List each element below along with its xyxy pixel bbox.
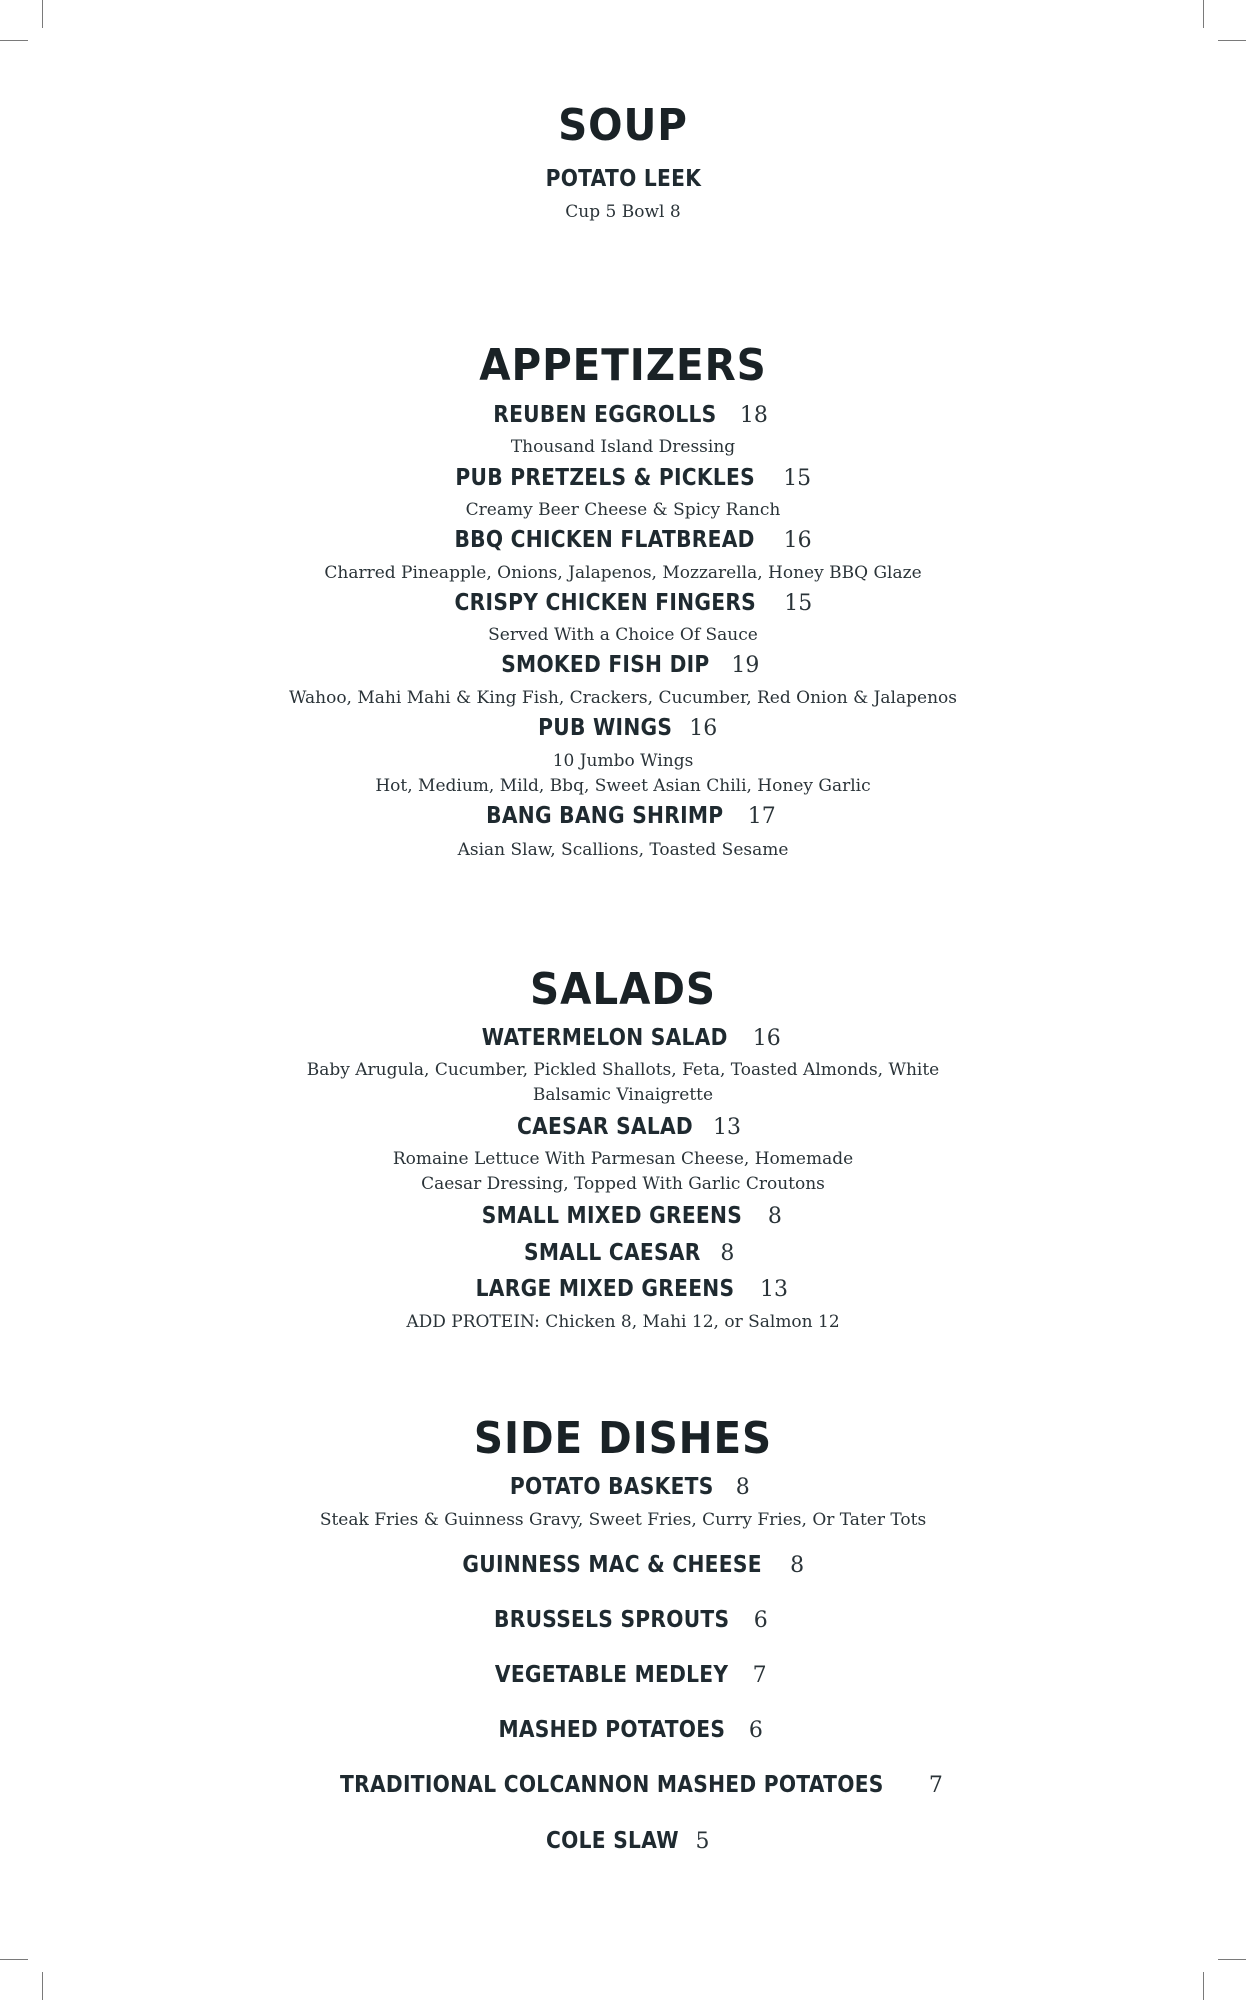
item-description: Served With a Choice Of Sauce bbox=[488, 625, 758, 645]
item-description: Wahoo, Mahi Mahi & King Fish, Crackers, Cucumber, Red Onion & Jalapenos bbox=[289, 688, 957, 708]
item-price: 13 bbox=[713, 1115, 741, 1140]
item-description: Thousand Island Dressing bbox=[510, 437, 736, 457]
menu-item bbox=[0, 1662, 1246, 1688]
item-name: GUINNESS MAC & CHEESE bbox=[462, 1552, 762, 1578]
item-price: 15 bbox=[784, 591, 813, 616]
crop-mark-top-left bbox=[42, 0, 43, 28]
item-price: 8 bbox=[720, 1241, 735, 1266]
item-name: BRUSSELS SPROUTS bbox=[494, 1607, 730, 1633]
item-name: SMOKED FISH DIP bbox=[500, 652, 710, 678]
menu-item bbox=[0, 527, 1246, 553]
item-name: CRISPY CHICKEN FINGERS bbox=[454, 590, 756, 616]
item-description: Asian Slaw, Scallions, Toasted Sesame bbox=[457, 840, 789, 860]
item-name: SMALL CAESAR bbox=[523, 1240, 701, 1266]
item-name: COLE SLAW bbox=[545, 1828, 679, 1854]
crop-mark-top-left-h bbox=[0, 40, 28, 41]
item-price: 16 bbox=[783, 528, 812, 553]
item-price: 7 bbox=[928, 1773, 943, 1798]
item-name: TRADITIONAL COLCANNON MASHED POTATOES bbox=[340, 1772, 884, 1798]
item-name: CAESAR SALAD bbox=[517, 1114, 693, 1140]
menu-item bbox=[0, 402, 1246, 428]
item-price: 6 bbox=[753, 1608, 768, 1633]
item-name: WATERMELON SALAD bbox=[482, 1025, 728, 1051]
item-name: LARGE MIXED GREENS bbox=[475, 1276, 735, 1302]
item-price: 18 bbox=[739, 403, 768, 428]
crop-mark-bottom-right bbox=[1203, 1972, 1204, 2000]
menu-item bbox=[0, 1474, 1246, 1500]
crop-mark-top-right bbox=[1203, 0, 1204, 28]
menu-item bbox=[0, 166, 1246, 192]
item-name: PUB WINGS bbox=[537, 715, 673, 741]
item-price: 8 bbox=[735, 1475, 750, 1500]
section-title-soup: SOUP bbox=[558, 100, 688, 151]
section-title-appetizers: APPETIZERS bbox=[479, 340, 767, 391]
menu-item bbox=[0, 1203, 1246, 1229]
menu-item bbox=[0, 803, 1246, 829]
item-price: 15 bbox=[783, 466, 812, 491]
item-description: Creamy Beer Cheese & Spicy Ranch bbox=[465, 500, 781, 520]
item-name: BANG BANG SHRIMP bbox=[486, 803, 724, 829]
item-price: 19 bbox=[731, 653, 760, 678]
item-name: REUBEN EGGROLLS bbox=[493, 402, 717, 428]
section-title-salads: SALADS bbox=[530, 964, 716, 1015]
item-description: Baby Arugula, Cucumber, Pickled Shallots, Feta, Toasted Almonds, White Balsamic Vinaigrette bbox=[306, 1060, 940, 1105]
section-title-side-dishes: SIDE DISHES bbox=[473, 1413, 773, 1464]
item-price: 6 bbox=[748, 1718, 763, 1743]
menu-item bbox=[0, 652, 1246, 678]
item-price: 8 bbox=[790, 1553, 805, 1578]
item-description: 10 Jumbo Wings bbox=[552, 751, 694, 771]
menu-item bbox=[0, 1240, 1246, 1266]
item-name: VEGETABLE MEDLEY bbox=[495, 1662, 729, 1688]
item-price: 13 bbox=[759, 1277, 788, 1302]
item-description: Charred Pineapple, Onions, Jalapenos, Mozzarella, Honey BBQ Glaze bbox=[324, 563, 922, 583]
crop-mark-bottom-right-h bbox=[1218, 1959, 1246, 1960]
menu-item bbox=[0, 1772, 1246, 1798]
item-name: PUB PRETZELS & PICKLES bbox=[455, 465, 755, 491]
item-price: 7 bbox=[752, 1663, 767, 1688]
item-price: 5 bbox=[695, 1829, 710, 1854]
item-price: 16 bbox=[752, 1026, 781, 1051]
item-price: 16 bbox=[689, 716, 718, 741]
item-description: ADD PROTEIN: Chicken 8, Mahi 12, or Salmon 12 bbox=[406, 1312, 840, 1332]
item-description: Steak Fries & Guinness Gravy, Sweet Fries, Curry Fries, Or Tater Tots bbox=[319, 1510, 927, 1530]
menu-item bbox=[0, 590, 1246, 616]
menu-item bbox=[0, 1552, 1246, 1578]
item-name: BBQ CHICKEN FLATBREAD bbox=[454, 527, 756, 553]
menu-item bbox=[0, 1114, 1246, 1140]
item-name: POTATO LEEK bbox=[545, 166, 701, 192]
item-name: POTATO BASKETS bbox=[510, 1474, 714, 1500]
crop-mark-bottom-left bbox=[42, 1972, 43, 2000]
menu-item bbox=[0, 1276, 1246, 1302]
menu-item bbox=[0, 465, 1246, 491]
item-description: Romaine Lettuce With Parmesan Cheese, Homemade Caesar Dressing, Topped With Garlic Croutons bbox=[392, 1149, 854, 1194]
menu-item bbox=[0, 1828, 1246, 1854]
item-price: 17 bbox=[747, 804, 776, 829]
menu-item bbox=[0, 1607, 1246, 1633]
item-description-secondary: Hot, Medium, Mild, Bbq, Sweet Asian Chili, Honey Garlic bbox=[375, 776, 871, 796]
menu-item bbox=[0, 715, 1246, 741]
menu-item bbox=[0, 1717, 1246, 1743]
crop-mark-top-right-h bbox=[1218, 40, 1246, 41]
item-price: 8 bbox=[767, 1204, 782, 1229]
menu-item bbox=[0, 1025, 1246, 1051]
item-description: Cup 5 Bowl 8 bbox=[565, 202, 681, 222]
item-name: SMALL MIXED GREENS bbox=[481, 1203, 743, 1229]
crop-mark-bottom-left-h bbox=[0, 1959, 28, 1960]
item-name: MASHED POTATOES bbox=[498, 1717, 726, 1743]
